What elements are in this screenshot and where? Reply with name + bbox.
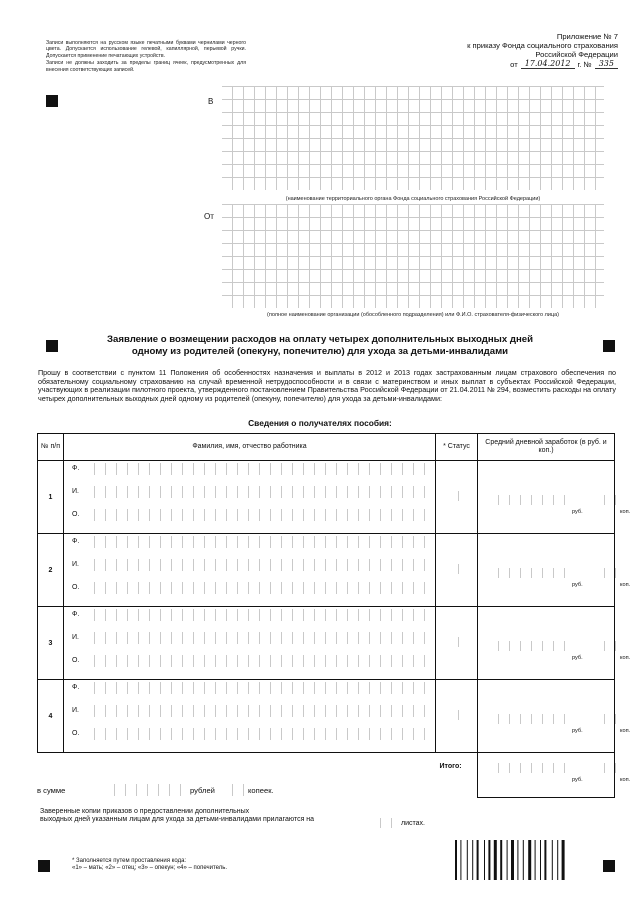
to-label: В [208,97,214,106]
copies-line-2-text: выходных дней указанным лицам для ухода за детьми-инвалидами прилагаются на [40,816,315,824]
instruction-2: Записи не должны заходить за пределы границ ячеек, предусмотренных для внесения соответствующих записей. [46,60,246,73]
sender-caption: (полное наименование организации (обособленного подразделения) или Ф.И.О. страхователя-физического лица) [267,312,559,318]
registration-marker-mid-left [46,340,58,352]
rubles-input[interactable] [488,495,568,505]
registration-marker-mid-right [603,340,615,352]
name-input[interactable] [84,705,427,717]
patronymic-input[interactable] [84,728,427,740]
kopecks-input[interactable] [594,714,616,724]
name-label: И. [72,561,79,568]
table-row [38,534,615,607]
recipients-table [37,433,631,798]
appendix-line-2: Российской Федерации [535,50,618,59]
order-number: 335 [595,59,618,69]
sheet-count-input[interactable] [370,818,394,828]
rubles-input[interactable] [488,641,568,651]
kopecks-input[interactable] [594,495,616,505]
barcode-bar [500,840,502,880]
table-row [38,461,615,534]
status-cell [436,534,478,607]
footnote-line-1: * Заполняется путем проставления кода: [72,858,187,864]
barcode [455,840,593,880]
rubles-input[interactable] [488,714,568,724]
registration-marker-bottom-left [38,860,50,872]
appendix-line-1: к приказу Фонда социального страхования [467,41,618,50]
table-header-row [38,434,615,461]
header-name: Фамилия, имя, отчество работника [64,434,436,461]
fio-cell [64,461,436,534]
request-paragraph: Прошу в соответствии с пунктом 11 Положения об особенностях назначения и выплаты в 2012 и 2013 годах застрахованным лицам страхового обеспечения по обязательному социальному страхованию на случай временной нетрудоспособности и в связи с материнством и иных выплат в субъектах Российской Федерации, участвующих в реализации пилотного проекта, утвержденного постановлением Правительства Российской Федерации от 21.04.2011 № 294, возместить расходы на оплату четырех дополнительных выходных дней одному из родителей (опекуну, попечителю) для ухода за детьми-инвалидами: [38,368,616,403]
kop-label: коп. [620,509,631,515]
earnings-cell [478,680,631,753]
earnings-cell [478,607,631,680]
sender-input-grid[interactable] [222,204,604,308]
rub-label: руб. [572,655,583,661]
sum-prefix: в сумме [37,786,66,795]
barcode-bar [488,840,490,880]
patronymic-input[interactable] [84,655,427,667]
title-line-2: одному из родителей (опекуну, попечителю) для ухода за детьми-инвалидами [131,346,509,357]
number-prefix: г. № [577,60,592,69]
kop-label: коп. [620,655,631,661]
row-number: 4 [38,680,64,753]
earnings-cell [478,534,631,607]
recipient-caption: (наименование территориального органа Фонда социального страхования Российской Федерации) [285,196,541,202]
filling-instructions [46,40,246,74]
total-rubles-input[interactable] [488,763,568,773]
barcode-bar [460,840,461,880]
name-label: И. [72,634,79,641]
surname-label: Ф. [72,465,80,472]
name-input[interactable] [84,559,427,571]
from-label: От [204,212,214,221]
barcode-bar [552,840,553,880]
table-row [38,607,615,680]
rub-label: руб. [572,582,583,588]
sum-line [37,786,65,795]
barcode-bar [517,840,518,880]
registration-marker-bottom-right [603,860,615,872]
patronymic-label: О. [72,730,80,737]
barcode-bar [523,840,524,880]
rub-label: руб. [572,728,583,734]
barcode-bar [484,840,485,880]
patronymic-label: О. [72,657,80,664]
barcode-bar [467,840,468,880]
recipient-input-grid[interactable] [222,86,604,190]
name-label: И. [72,707,79,714]
kop-label: коп. [620,777,631,783]
surname-label: Ф. [72,538,80,545]
copies-line-1: Заверенные копии приказов о предоставлении дополнительных [40,808,250,815]
surname-input[interactable] [84,682,427,694]
sheets-label: листах. [401,820,425,827]
barcode-bar [455,840,457,880]
kop-label: коп. [620,582,631,588]
registration-marker-top-left [46,95,58,107]
status-code-footnote [72,858,227,872]
total-earnings-cell [478,753,631,798]
fio-cell [64,680,436,753]
patronymic-label: О. [72,584,80,591]
fio-cell [64,534,436,607]
barcode-bar [540,840,541,880]
order-date-row [358,59,618,69]
fio-cell [64,607,436,680]
status-cell [436,461,478,534]
total-kopecks-input[interactable] [594,763,616,773]
name-label: И. [72,488,79,495]
name-input[interactable] [84,486,427,498]
kopecks-input[interactable] [594,568,616,578]
rub-label: руб. [572,509,583,515]
status-input[interactable] [448,637,465,647]
rubles-input[interactable] [488,568,568,578]
status-input[interactable] [448,710,465,720]
kopecks-label: копеек. [248,786,274,795]
title-line-1: Заявление о возмещении расходов на оплату четырех дополнительных выходных дней [107,334,533,345]
barcode-bar [562,840,565,880]
sum-rubles-input[interactable] [104,784,182,796]
document-title [70,334,570,358]
status-input[interactable] [448,564,465,574]
status-cell [436,607,478,680]
status-cell [436,680,478,753]
header-earnings: Средний дневной заработок (в руб. и коп.) [478,434,615,461]
patronymic-input[interactable] [84,582,427,594]
appendix-header [358,32,618,69]
surname-input[interactable] [84,463,427,475]
barcode-bar [544,840,546,880]
status-input[interactable] [448,491,465,501]
barcode-bar [557,840,558,880]
barcode-bar [535,840,536,880]
barcode-bar [528,840,531,880]
table-row [38,680,615,753]
patronymic-input[interactable] [84,509,427,521]
barcode-bar [494,840,497,880]
name-input[interactable] [84,632,427,644]
surname-input[interactable] [84,609,427,621]
kopecks-input[interactable] [594,641,616,651]
surname-label: Ф. [72,684,80,691]
barcode-bar [472,840,473,880]
appendix-title: Приложение № 7 [556,32,618,41]
total-label: Итого: [439,763,462,770]
header-status: * Статус [436,434,478,461]
rub-label: руб. [572,777,583,783]
patronymic-label: О. [72,511,80,518]
table-title: Сведения о получателях пособия: [248,418,392,428]
surname-input[interactable] [84,536,427,548]
instruction-1: Записи выполняются на русском языке печатными буквами чернилами черного цвета. Допускается использование гелевой, капиллярной, перьевой ручки. Допускается применение печатающих устройств. [46,40,246,59]
barcode-bar [507,840,508,880]
row-number: 3 [38,607,64,680]
order-date: 17.04.2012 [521,59,575,69]
barcode-bar [511,840,514,880]
surname-label: Ф. [72,611,80,618]
rubles-label: рублей [190,786,215,795]
row-number: 2 [38,534,64,607]
kop-label: коп. [620,728,631,734]
date-prefix: от [510,60,518,69]
earnings-cell [478,461,631,534]
footnote-line-2: «1» – мать; «2» – отец; «3» – опекун; «4» – попечитель. [72,865,228,872]
barcode-bar [477,840,479,880]
header-number: № п/п [38,434,64,461]
sum-kopecks-input[interactable] [222,784,244,796]
row-number: 1 [38,461,64,534]
